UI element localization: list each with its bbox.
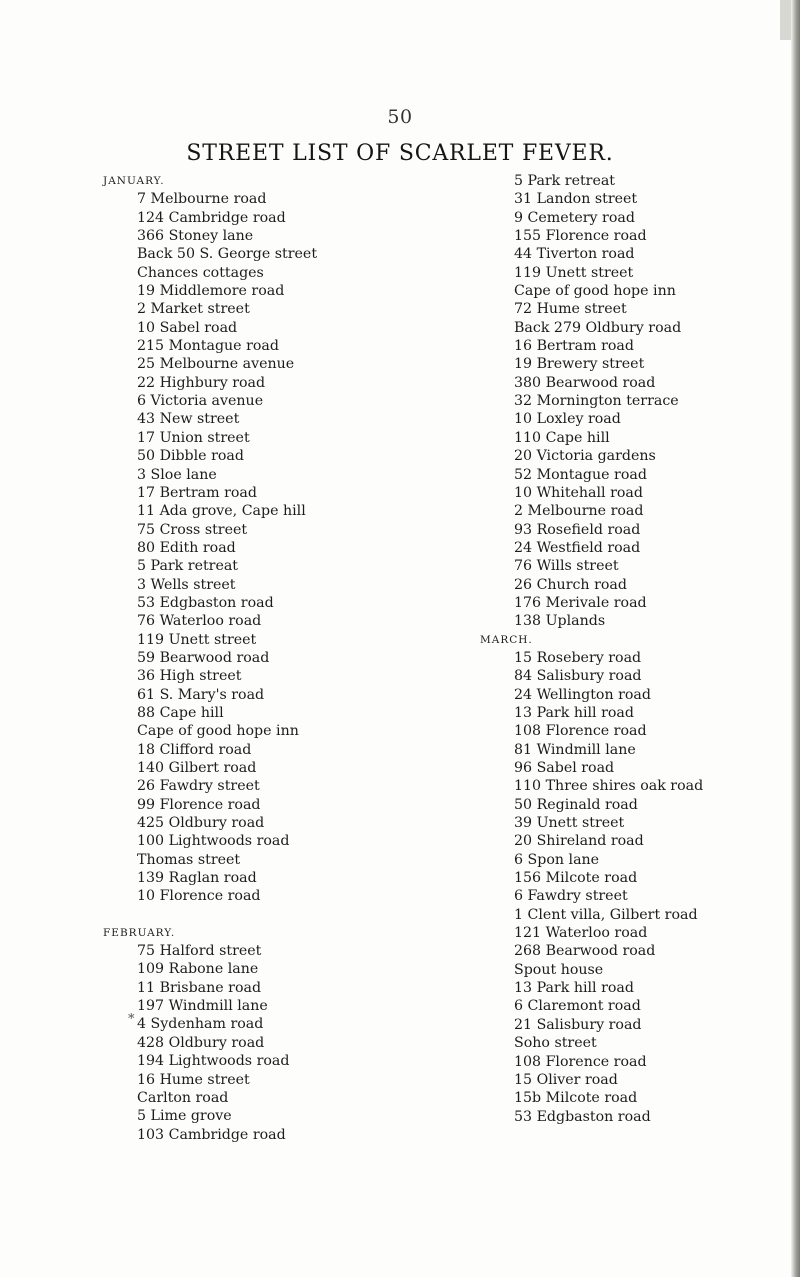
street-entry: 2 Melbourne road (514, 503, 644, 520)
section-gap (113, 906, 443, 924)
street-entry: 15b Milcote road (514, 1090, 638, 1107)
street-entry: 6 Victoria avenue (137, 393, 264, 410)
street-entry: 10 Florence road (137, 888, 261, 905)
street-entry: 36 High street (137, 668, 242, 685)
street-entry: 119 Unett street (514, 264, 634, 281)
street-entry: 93 Rosefield road (514, 521, 641, 538)
street-entry: Soho street (514, 1035, 597, 1052)
left-column (103, 172, 443, 1144)
february-entries (113, 942, 443, 1144)
street-entry: 366 Stoney lane (137, 228, 254, 245)
street-entry: 121 Waterloo road (514, 925, 648, 942)
street-entry: 108 Florence road (514, 723, 647, 740)
street-entry: 72 Hume street (514, 301, 627, 318)
street-entry: 4 Sydenham road (137, 1016, 264, 1033)
street-entry: 18 Clifford road (137, 741, 252, 758)
street-entry: 103 Cambridge road (137, 1126, 286, 1143)
street-entry: 6 Spon lane (514, 851, 600, 868)
street-entry: 96 Sabel road (514, 760, 615, 776)
street-entry: 197 Windmill lane (137, 998, 268, 1015)
street-entry: Chances cottages (137, 264, 264, 281)
street-entry: 428 Oldbury road (137, 1034, 265, 1051)
street-entry: 156 Milcote road (514, 870, 638, 887)
street-entry: 215 Montague road (137, 338, 279, 355)
street-entry: 5 Park retreat (514, 173, 616, 189)
street-entry: 25 Melbourne avenue (137, 356, 295, 373)
street-entry: 2 Market street (137, 301, 250, 318)
street-entry: Back 50 S. George street (137, 246, 318, 263)
page-title: STREET LIST OF SCARLET FEVER. (186, 141, 614, 166)
street-entry: 124 Cambridge road (137, 209, 286, 226)
street-entry: 10 Whitehall road (514, 484, 643, 501)
street-entry: 3 Sloe lane (137, 466, 217, 483)
street-entry: 110 Cape hill (514, 429, 610, 446)
march-entries (490, 649, 790, 1126)
street-entry: 176 Merivale road (514, 594, 647, 611)
street-entry: 84 Salisbury road (514, 668, 642, 685)
street-entry: 44 Tiverton road (514, 246, 635, 263)
january-entries (113, 190, 443, 905)
street-entry: 1 Clent villa, Gilbert road (514, 906, 698, 923)
street-entry: 17 Union street (137, 429, 250, 446)
street-entry: 109 Rabone lane (137, 961, 259, 978)
street-entry: 24 Wellington road (514, 686, 651, 703)
street-entry: 52 Montague road (514, 466, 647, 483)
street-entry: 110 Three shires oak road (514, 778, 704, 795)
street-entry: 75 Halford street (137, 943, 262, 960)
page-number: 50 (387, 106, 413, 128)
section-heading-january: JANUARY. (103, 175, 165, 187)
street-entry: 16 Bertram road (514, 338, 634, 355)
street-entry: 5 Lime grove (137, 1108, 232, 1125)
street-entry: Carlton road (137, 1089, 229, 1106)
street-entry: 7 Melbourne road (137, 191, 267, 208)
street-entry: 24 Westfield road (514, 539, 641, 556)
street-entry: 80 Edith road (137, 539, 236, 556)
street-entry: Cape of good hope inn (137, 723, 299, 740)
street-entry: 43 New street (137, 411, 240, 428)
street-entry: 75 Cross street (137, 521, 248, 538)
street-entry: 155 Florence road (514, 228, 647, 245)
section-heading-february: FEBRUARY. (103, 926, 176, 939)
street-entry: 13 Park hill road (514, 704, 634, 721)
margin-mark: * (128, 1012, 135, 1027)
street-entry: 6 Claremont road (514, 998, 641, 1015)
street-entry: 31 Landon street (514, 191, 638, 208)
section-heading-march: MARCH. (480, 633, 533, 646)
street-entry: 100 Lightwoods road (137, 833, 290, 850)
street-entry: 59 Bearwood road (137, 649, 270, 666)
street-entry: 39 Unett street (514, 815, 625, 832)
street-entry: 17 Bertram road (137, 484, 257, 501)
street-entry: 139 Raglan road (137, 870, 257, 887)
street-entry: 425 Oldbury road (137, 815, 265, 832)
street-entry: 99 Florence road (137, 796, 261, 813)
street-entry: 10 Loxley road (514, 411, 621, 428)
street-entry: 20 Shireland road (514, 833, 644, 850)
street-entry: 32 Mornington terrace (514, 393, 679, 410)
street-entry: Thomas street (137, 851, 241, 868)
street-entry: 268 Bearwood road (514, 943, 656, 960)
street-entry: 138 Uplands (514, 613, 606, 630)
street-entry: 9 Cemetery road (514, 209, 635, 226)
street-entry: 108 Florence road (514, 1053, 647, 1070)
street-entry: 22 Highbury road (137, 374, 266, 391)
street-entry: 6 Fawdry street (514, 888, 628, 905)
street-entry: 21 Salisbury road (514, 1016, 642, 1033)
street-entry: 380 Bearwood road (514, 374, 656, 391)
street-entry: 11 Brisbane road (137, 979, 262, 996)
street-entry: 10 Sabel road (137, 319, 238, 336)
street-entry: 13 Park hill road (514, 980, 634, 997)
street-entry: 16 Hume street (137, 1071, 250, 1088)
street-entry: Cape of good hope inn (514, 283, 676, 300)
street-entry: 15 Oliver road (514, 1071, 618, 1088)
street-entry: 20 Victoria gardens (514, 448, 656, 465)
street-entry: Spout house (514, 961, 604, 978)
street-entry: 88 Cape hill (137, 704, 224, 721)
street-entry: 5 Park retreat (137, 558, 239, 575)
street-entry: 26 Fawdry street (137, 778, 260, 795)
street-entry: 194 Lightwoods road (137, 1053, 290, 1070)
right-column (480, 172, 790, 1126)
january-continued-entries (490, 172, 790, 631)
street-entry: 53 Edgbaston road (137, 594, 274, 611)
street-entry: 50 Dibble road (137, 448, 244, 465)
street-entry: 61 S. Mary's road (137, 686, 265, 703)
page-edge-shadow (791, 0, 800, 1277)
street-entry: 53 Edgbaston road (514, 1108, 651, 1125)
street-entry: 11 Ada grove, Cape hill (137, 503, 306, 520)
street-entry: 26 Church road (514, 576, 627, 593)
street-entry: 119 Unett street (137, 631, 257, 648)
street-entry: 3 Wells street (137, 576, 236, 593)
street-entry: 76 Wills street (514, 558, 619, 575)
street-entry: Back 279 Oldbury road (514, 319, 682, 336)
street-entry: 81 Windmill lane (514, 741, 636, 758)
street-entry: 19 Brewery street (514, 356, 645, 373)
street-entry: 50 Reginald road (514, 796, 638, 813)
street-entry: 76 Waterloo road (137, 613, 262, 630)
street-entry: 15 Rosebery road (514, 649, 642, 666)
street-entry: 140 Gilbert road (137, 760, 257, 776)
street-entry: 19 Middlemore road (137, 283, 285, 300)
